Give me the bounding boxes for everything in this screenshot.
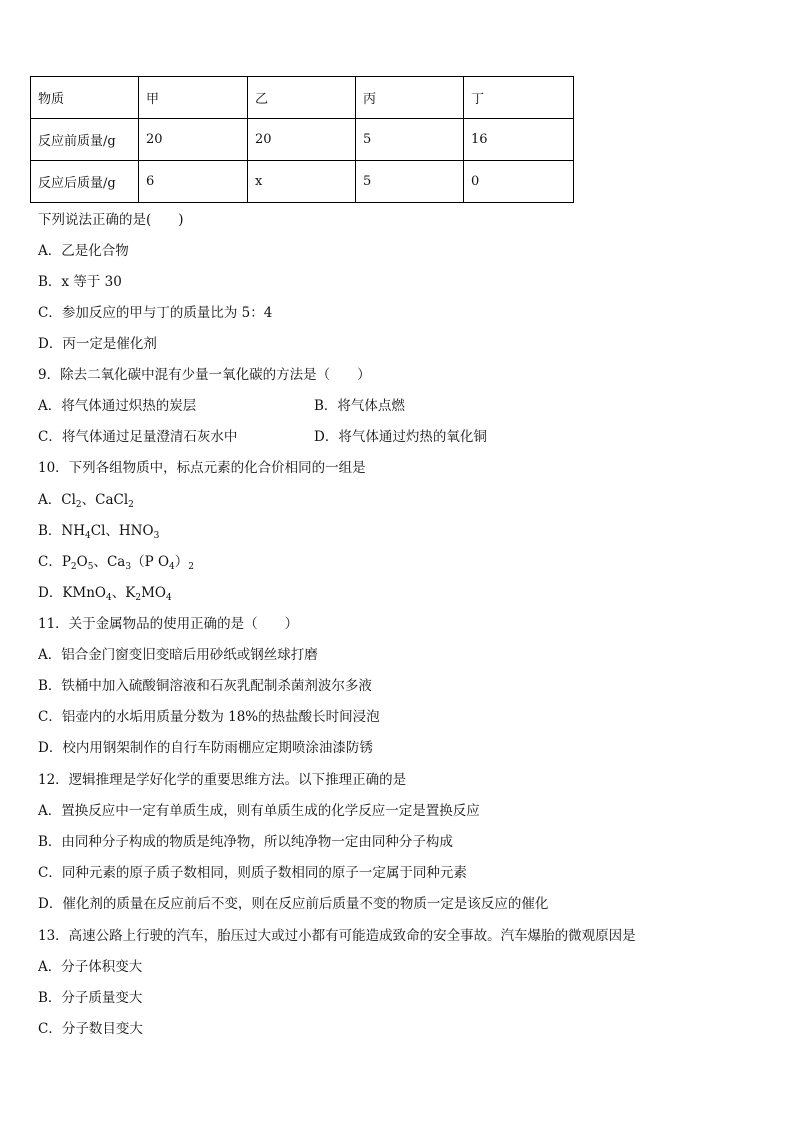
- q9-option-d: D．将气体通过灼热的氧化铜: [314, 429, 487, 445]
- q10-option-c: C．$P_2O_5$、$Ca_3(P$ $O_4)_2$: [38, 554, 195, 572]
- q9-option-a: A．将气体通过炽热的炭层: [38, 398, 197, 414]
- q11-option-b: B．铁桶中加入硫酸铜溶液和石灰乳配制杀菌剂波尔多液: [38, 678, 372, 694]
- table-cell: 5: [356, 161, 464, 203]
- q8-option-a: A．乙是化合物: [38, 243, 129, 259]
- question-8-stem: 下列说法正确的是( ): [38, 212, 184, 228]
- q11-option-c: C．铝壶内的水垢用质量分数为 18%的热盐酸长时间浸泡: [38, 709, 380, 725]
- q12-option-b: B．由同种分子构成的物质是纯净物，所以纯净物一定由同种分子构成: [38, 834, 453, 850]
- table-row: [31, 161, 574, 203]
- table-cell: x: [248, 161, 356, 203]
- q8-option-b: B．x 等于 30: [38, 274, 122, 290]
- question-10-stem: 10．下列各组物质中，标点元素的化合价相同的一组是: [38, 460, 366, 476]
- q13-option-b: B．分子质量变大: [38, 990, 143, 1006]
- q10-option-a: A．$Cl_2$、CaCl$_2$: [38, 492, 134, 510]
- table-cell: 6: [139, 161, 248, 203]
- table-cell: 20: [139, 119, 248, 161]
- table-cell: 丁: [464, 77, 574, 119]
- question-9-stem: 9．除去二氧化碳中混有少量一氧化碳的方法是（ ）: [38, 367, 371, 383]
- table-cell: 乙: [248, 77, 356, 119]
- q8-option-c: C．参加反应的甲与丁的质量比为 5：4: [38, 305, 273, 321]
- q12-option-d: D．催化剂的质量在反应前后不变，则在反应前后质量不变的物质一定是该反应的催化: [38, 896, 549, 912]
- q11-option-a: A．铝合金门窗变旧变暗后用砂纸或钢丝球打磨: [38, 647, 318, 663]
- table-cell: 20: [248, 119, 356, 161]
- question-13-stem: 13．高速公路上行驶的汽车，胎压过大或过小都有可能造成致命的安全事故。汽车爆胎的微观原因是: [38, 928, 636, 944]
- q12-option-a: A．置换反应中一定有单质生成，则有单质生成的化学反应一定是置换反应: [38, 803, 480, 819]
- q13-option-c: C．分子数目变大: [38, 1021, 143, 1037]
- table-cell: 丙: [356, 77, 464, 119]
- table-cell: 反应后质量/g: [31, 161, 139, 203]
- table-cell: 5: [356, 119, 464, 161]
- q12-option-c: C．同种元素的原子质子数相同，则质子数相同的原子一定属于同种元素: [38, 865, 467, 881]
- question-12-stem: 12．逻辑推理是学好化学的重要思维方法。以下推理正确的是: [38, 772, 407, 788]
- q13-option-a: A．分子体积变大: [38, 959, 143, 975]
- q10-option-d: D．KMnO$_4$、$K_2MO_4$: [38, 585, 172, 603]
- q8-option-d: D．丙一定是催化剂: [38, 336, 157, 352]
- table-row: [31, 77, 574, 119]
- table-cell: 甲: [139, 77, 248, 119]
- table-cell: 反应前质量/g: [31, 119, 139, 161]
- mass-table: [30, 76, 574, 203]
- table-cell: 物质: [31, 77, 139, 119]
- q9-option-b: B．将气体点燃: [314, 398, 405, 414]
- table-row: [31, 119, 574, 161]
- table-cell: 16: [464, 119, 574, 161]
- question-11-stem: 11．关于金属物品的使用正确的是（ ）: [38, 616, 299, 632]
- q10-option-b: B．$NH_4Cl$、$HNO_3$: [38, 523, 160, 541]
- q9-option-c: C．将气体通过足量澄清石灰水中: [38, 429, 238, 445]
- table-cell: 0: [464, 161, 574, 203]
- q11-option-d: D．校内用钢架制作的自行车防雨棚应定期喷涂油漆防锈: [38, 740, 373, 756]
